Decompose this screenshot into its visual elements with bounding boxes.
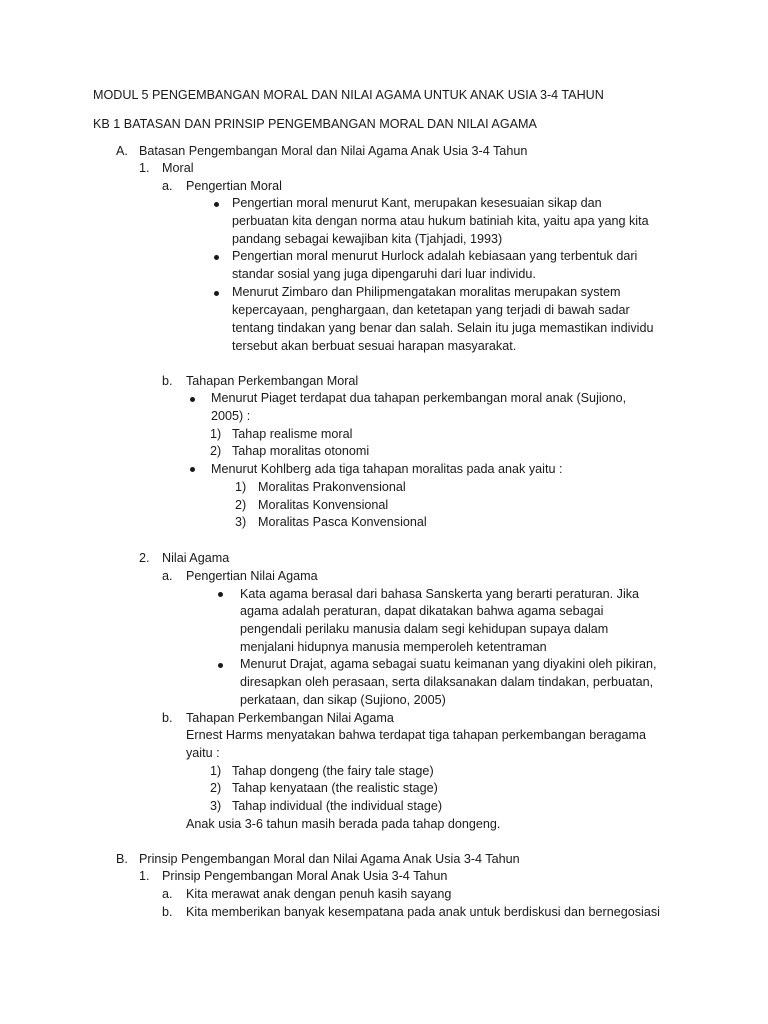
list-item: Tahap moralitas otonomi bbox=[232, 444, 370, 458]
list-item: Tahap dongeng (the fairy tale stage) bbox=[232, 764, 434, 778]
kant-line: Pengertian moral menurut Kant, merupakan kesesuaian sikap dan bbox=[232, 196, 602, 210]
moral-title: Moral bbox=[162, 161, 194, 175]
prinsip-moral-title: Prinsip Pengembangan Moral Anak Usia 3-4 Tahun bbox=[162, 869, 448, 883]
harms-line: yaitu : bbox=[186, 746, 220, 760]
zimbaro-line: tersebut akan berbuat sesuai harapan masyarakat. bbox=[232, 339, 517, 353]
harms-line: Ernest Harms menyatakan bahwa terdapat tiga tahapan perkembangan beragama bbox=[186, 728, 646, 742]
document-subtitle: KB 1 BATASAN DAN PRINSIP PENGEMBANGAN MORAL DAN NILAI AGAMA bbox=[93, 117, 537, 131]
list-letter: b. bbox=[162, 905, 173, 919]
tahapan-moral-label: b. bbox=[162, 374, 173, 388]
bullet-icon bbox=[218, 663, 223, 668]
list-number: 3) bbox=[235, 515, 247, 529]
section-b-title: Prinsip Pengembangan Moral dan Nilai Agama Anak Usia 3-4 Tahun bbox=[139, 852, 520, 866]
zimbaro-line: Menurut Zimbaro dan Philipmengatakan moralitas merupakan system bbox=[232, 285, 621, 299]
bullet-icon bbox=[214, 291, 219, 296]
list-item: Kita memberikan banyak kesempatana pada anak untuk berdiskusi dan bernegosiasi bbox=[186, 905, 660, 919]
zimbaro-line: tentang tindakan yang benar dan salah. Selain itu juga memastikan individu bbox=[232, 321, 654, 335]
agama-label: 2. bbox=[139, 551, 150, 565]
list-number: 3) bbox=[210, 799, 222, 813]
kant-line: perbuatan kita dengan norma atau hukum batiniah kita, yaitu apa yang kita bbox=[232, 214, 649, 228]
hurlock-line: Pengertian moral menurut Hurlock adalah kebiasaan yang terbentuk dari bbox=[232, 249, 638, 263]
list-item: Moralitas Konvensional bbox=[258, 498, 389, 512]
sanskerta-line: menjalani hidupnya manusia memperoleh ketentraman bbox=[240, 640, 547, 654]
list-number: 2) bbox=[235, 498, 247, 512]
closing-line: Anak usia 3-6 tahun masih berada pada tahap dongeng. bbox=[186, 817, 501, 831]
document-title: MODUL 5 PENGEMBANGAN MORAL DAN NILAI AGAMA UNTUK ANAK USIA 3-4 TAHUN bbox=[93, 88, 604, 102]
bullet-icon bbox=[214, 255, 219, 260]
section-a-label: A. bbox=[116, 144, 128, 158]
kant-line: pandang sebagai kewajiban kita (Tjahjadi, 1993) bbox=[232, 232, 503, 246]
zimbaro-line: kepercayaan, penghargaan, dan ketetapan yang terjadi di bawah sadar bbox=[232, 303, 630, 317]
list-number: 2) bbox=[210, 444, 222, 458]
tahapan-moral-title: Tahapan Perkembangan Moral bbox=[186, 374, 359, 388]
list-item: Tahap realisme moral bbox=[232, 427, 353, 441]
section-a-title: Batasan Pengembangan Moral dan Nilai Agama Anak Usia 3-4 Tahun bbox=[139, 144, 528, 158]
list-item: Tahap kenyataan (the realistic stage) bbox=[232, 781, 438, 795]
list-item: Moralitas Prakonvensional bbox=[258, 480, 406, 494]
list-item: Moralitas Pasca Konvensional bbox=[258, 515, 427, 529]
sanskerta-line: Kata agama berasal dari bahasa Sanskerta yang berarti peraturan. Jika bbox=[240, 587, 640, 601]
list-number: 1) bbox=[235, 480, 247, 494]
drajat-line: Menurut Drajat, agama sebagai suatu keimanan yang diyakini oleh pikiran, bbox=[240, 657, 657, 671]
tahapan-agama-label: b. bbox=[162, 711, 173, 725]
pengertian-moral-label: a. bbox=[162, 179, 173, 193]
drajat-line: perkataan, dan sikap (Sujiono, 2005) bbox=[240, 693, 446, 707]
bullet-icon bbox=[190, 467, 195, 472]
list-item: Tahap individual (the individual stage) bbox=[232, 799, 443, 813]
bullet-icon bbox=[214, 202, 219, 207]
agama-title: Nilai Agama bbox=[162, 551, 230, 565]
tahapan-agama-title: Tahapan Perkembangan Nilai Agama bbox=[186, 711, 394, 725]
moral-label: 1. bbox=[139, 161, 150, 175]
section-b-label: B. bbox=[116, 852, 128, 866]
piaget-line: 2005) : bbox=[211, 409, 251, 423]
pengertian-agama-title: Pengertian Nilai Agama bbox=[186, 569, 318, 583]
sanskerta-line: pengendali perilaku manusia dalam segi kehidupan supaya dalam bbox=[240, 622, 609, 636]
list-number: 1) bbox=[210, 427, 222, 441]
prinsip-moral-label: 1. bbox=[139, 869, 150, 883]
list-number: 1) bbox=[210, 764, 222, 778]
piaget-line: Menurut Piaget terdapat dua tahapan perkembangan moral anak (Sujiono, bbox=[211, 391, 627, 405]
list-item: Kita merawat anak dengan penuh kasih sayang bbox=[186, 887, 452, 901]
list-number: 2) bbox=[210, 781, 222, 795]
drajat-line: diresapkan oleh perasaan, serta dilaksanakan dalam tindakan, perbuatan, bbox=[240, 675, 654, 689]
bullet-icon bbox=[218, 592, 223, 597]
sanskerta-line: agama adalah peraturan, dapat dikatakan bahwa agama sebagai bbox=[240, 604, 604, 618]
kohlberg-line: Menurut Kohlberg ada tiga tahapan moralitas pada anak yaitu : bbox=[211, 462, 563, 476]
bullet-icon bbox=[190, 397, 195, 402]
pengertian-agama-label: a. bbox=[162, 569, 173, 583]
pengertian-moral-title: Pengertian Moral bbox=[186, 179, 282, 193]
hurlock-line: standar sosial yang juga dipengaruhi dari luar individu. bbox=[232, 267, 536, 281]
list-letter: a. bbox=[162, 887, 173, 901]
